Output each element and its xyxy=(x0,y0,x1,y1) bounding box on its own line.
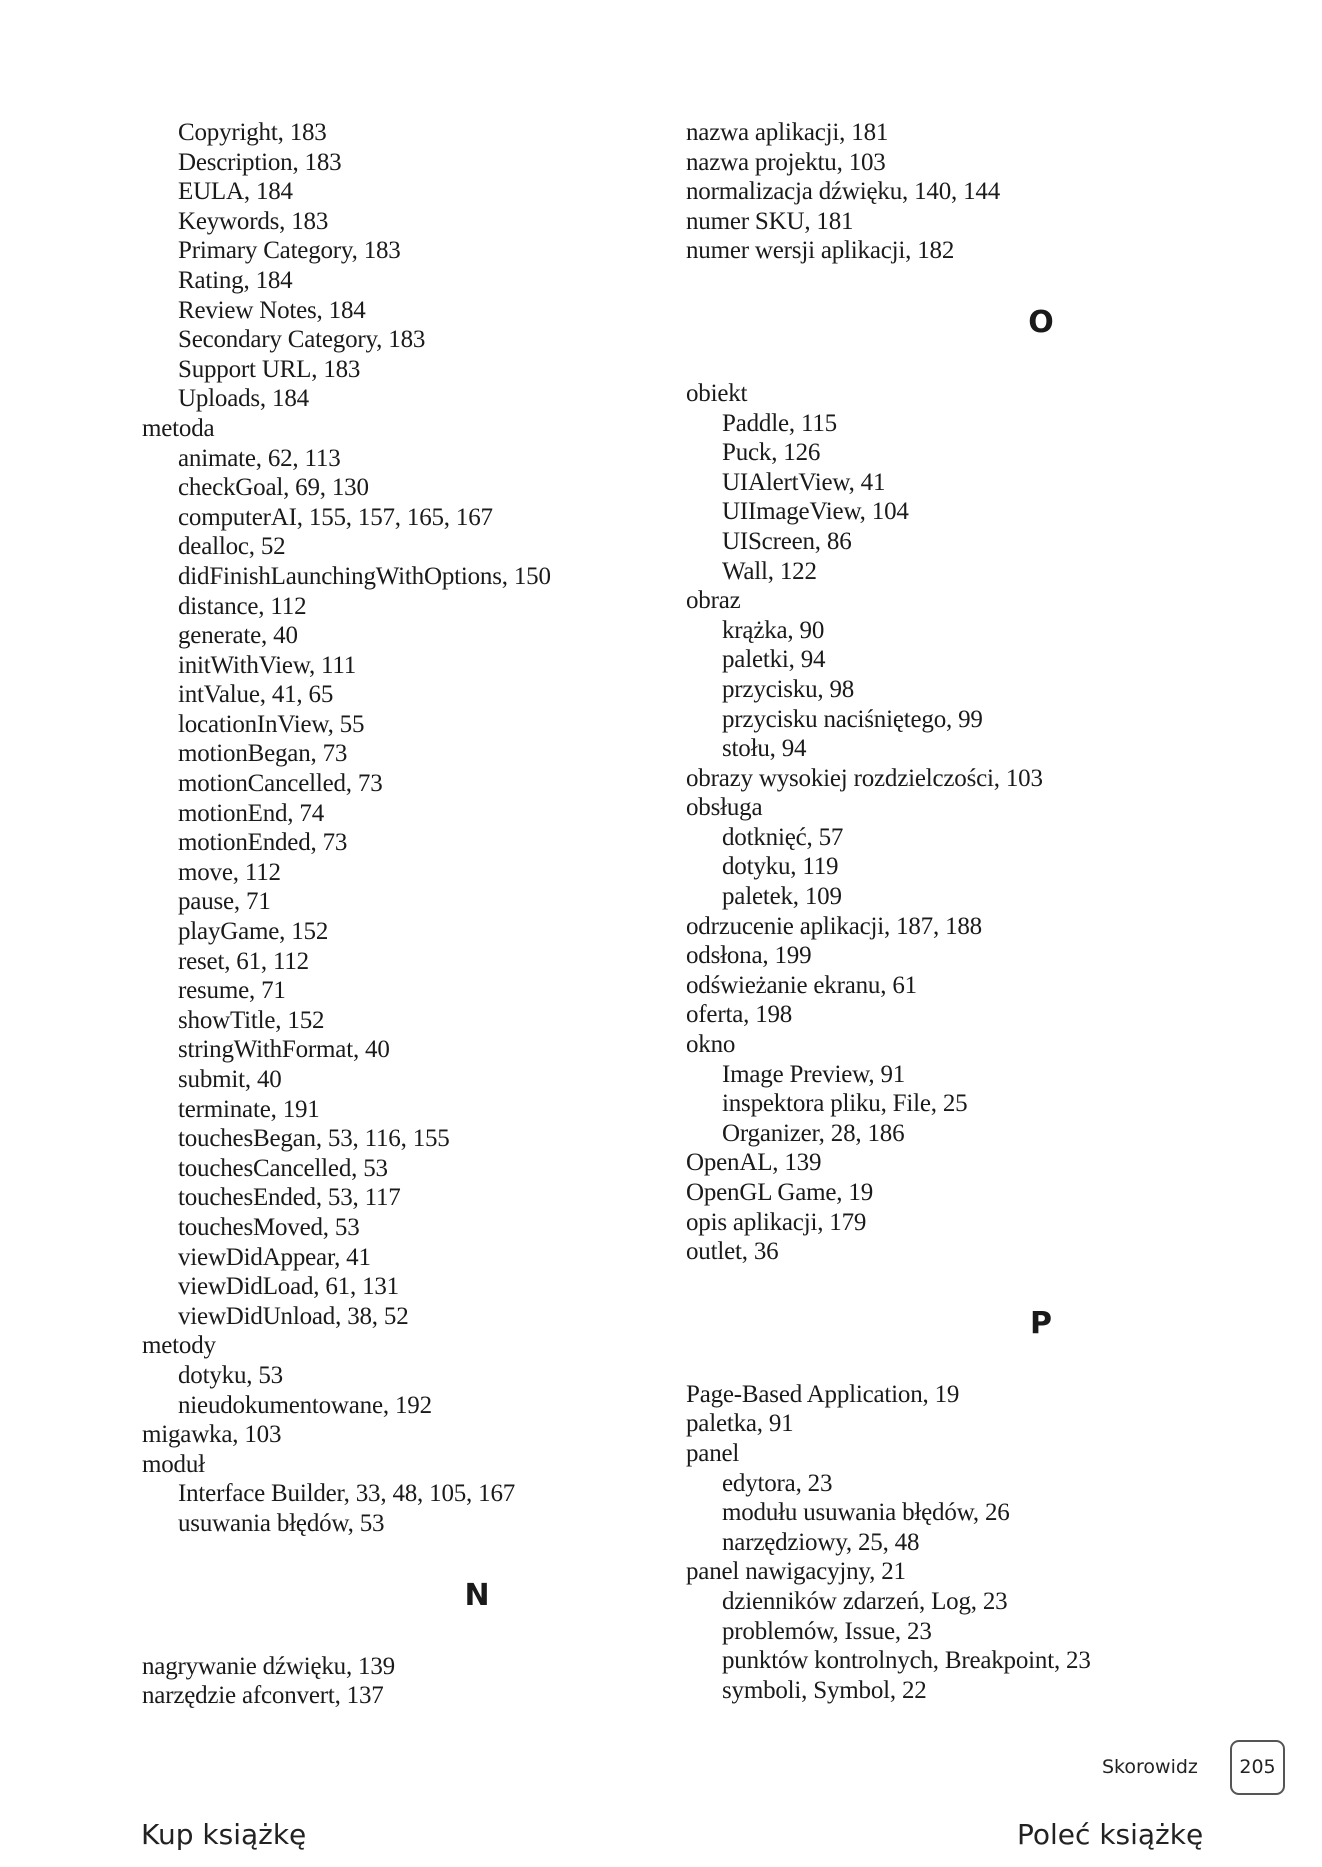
index-subentry: Copyright, 183 xyxy=(178,119,327,146)
index-subentry: UIScreen, 86 xyxy=(722,527,852,555)
index-column-right xyxy=(686,118,1246,1705)
index-subentry: UIAlertView, 41 xyxy=(722,468,886,496)
index-subentry: punktów kontrolnych, Breakpoint, 23 xyxy=(722,1647,1091,1675)
index-subentry: Interface Builder, 33, 48, 105, 167 xyxy=(178,1480,516,1508)
index-subentry: touchesMoved, 53 xyxy=(178,1213,360,1241)
index-subentry: modułu usuwania błędów, 26 xyxy=(722,1499,1010,1527)
index-subentry: pause, 71 xyxy=(178,888,271,916)
index-subentry: Keywords, 183 xyxy=(178,207,329,235)
index-entry: oferta, 198 xyxy=(686,1001,793,1029)
index-subentry: submit, 40 xyxy=(178,1066,282,1093)
index-subentry: dealloc, 52 xyxy=(178,533,286,561)
index-subentry: Paddle, 115 xyxy=(722,409,837,437)
index-subentry: viewDidLoad, 61, 131 xyxy=(178,1273,399,1301)
index-entry: OpenAL, 139 xyxy=(686,1149,822,1177)
index-subentry: didFinishLaunchingWithOptions, 150 xyxy=(178,562,551,590)
index-subentry: motionCancelled, 73 xyxy=(178,770,383,798)
index-entry: metody xyxy=(142,1332,216,1360)
index-subentry: edytora, 23 xyxy=(722,1469,833,1497)
index-subentry: dotyku, 53 xyxy=(178,1361,283,1389)
buy-book-link[interactable]: Kup książkę xyxy=(141,1818,307,1851)
index-column-left xyxy=(142,118,662,1711)
index-entry: numer wersji aplikacji, 182 xyxy=(686,237,955,265)
recommend-book-link[interactable]: Poleć książkę xyxy=(1017,1818,1204,1851)
index-subentry: Uploads, 184 xyxy=(178,385,309,413)
index-entry: panel xyxy=(686,1439,740,1467)
index-subentry: dotyku, 119 xyxy=(722,853,839,881)
index-subentry: inspektora pliku, File, 25 xyxy=(722,1090,968,1118)
index-subentry: motionBegan, 73 xyxy=(178,740,348,768)
index-subentry: Secondary Category, 183 xyxy=(178,326,426,354)
index-subentry: touchesBegan, 53, 116, 155 xyxy=(178,1125,450,1153)
index-subentry: przycisku, 98 xyxy=(722,675,855,703)
index-subentry: motionEnded, 73 xyxy=(178,829,348,857)
index-subentry: computerAI, 155, 157, 165, 167 xyxy=(178,503,493,531)
index-entry: obsługa xyxy=(686,794,763,822)
index-subentry: dzienników zdarzeń, Log, 23 xyxy=(722,1587,1008,1615)
index-entry: nazwa projektu, 103 xyxy=(686,148,886,176)
index-entry: okno xyxy=(686,1031,736,1059)
index-subentry: stringWithFormat, 40 xyxy=(178,1036,390,1064)
index-subentry: przycisku naciśniętego, 99 xyxy=(722,705,983,733)
index-entry: obraz xyxy=(686,587,741,615)
index-entry: opis aplikacji, 179 xyxy=(686,1208,867,1236)
index-entry: metoda xyxy=(142,414,215,442)
index-subentry: terminate, 191 xyxy=(178,1095,320,1123)
index-entry: obiekt xyxy=(686,379,748,407)
index-subentry: paletek, 109 xyxy=(722,883,842,911)
index-subentry: Image Preview, 91 xyxy=(722,1060,906,1088)
section-letter-o: O xyxy=(1028,304,1054,340)
index-entry: obrazy wysokiej rozdzielczości, 103 xyxy=(686,764,1043,792)
index-subentry: Puck, 126 xyxy=(722,439,821,467)
index-subentry: Review Notes, 184 xyxy=(178,296,366,324)
index-subentry: EULA, 184 xyxy=(178,178,293,206)
index-subentry: symboli, Symbol, 22 xyxy=(722,1676,927,1704)
index-subentry: touchesCancelled, 53 xyxy=(178,1154,388,1182)
index-subentry: viewDidAppear, 41 xyxy=(178,1243,371,1271)
index-subentry: move, 112 xyxy=(178,858,281,886)
section-letter-n: N xyxy=(464,1577,490,1613)
index-entry: numer SKU, 181 xyxy=(686,207,854,235)
index-entry: paletka, 91 xyxy=(686,1410,794,1438)
index-entry: outlet, 36 xyxy=(686,1238,779,1266)
index-entry: odsłona, 199 xyxy=(686,942,812,970)
section-label: Skorowidz xyxy=(1102,1756,1198,1778)
index-subentry: problemów, Issue, 23 xyxy=(722,1617,932,1645)
index-entry: migawka, 103 xyxy=(142,1421,282,1449)
index-entry: moduł xyxy=(142,1450,205,1478)
index-subentry: usuwania błędów, 53 xyxy=(178,1509,385,1537)
index-entry: odrzucenie aplikacji, 187, 188 xyxy=(686,912,982,940)
index-entry: Page-Based Application, 19 xyxy=(686,1380,960,1408)
index-subentry: resume, 71 xyxy=(178,977,286,1005)
index-entry: nazwa aplikacji, 181 xyxy=(686,119,889,146)
index-subentry: initWithView, 111 xyxy=(178,651,357,679)
index-entry: odświeżanie ekranu, 61 xyxy=(686,971,917,999)
index-subentry: UIImageView, 104 xyxy=(722,498,909,526)
index-subentry: dotknięć, 57 xyxy=(722,823,844,851)
index-subentry: checkGoal, 69, 130 xyxy=(178,474,369,502)
index-entry: panel nawigacyjny, 21 xyxy=(686,1558,906,1586)
index-entry: normalizacja dźwięku, 140, 144 xyxy=(686,178,1001,206)
index-subentry: distance, 112 xyxy=(178,592,307,620)
index-subentry: Support URL, 183 xyxy=(178,355,361,383)
index-subentry: Organizer, 28, 186 xyxy=(722,1119,905,1147)
index-subentry: narzędziowy, 25, 48 xyxy=(722,1528,920,1556)
section-letter-p: P xyxy=(1030,1305,1052,1341)
index-entry: nagrywanie dźwięku, 139 xyxy=(142,1652,395,1680)
index-subentry: showTitle, 152 xyxy=(178,1006,325,1034)
index-subentry: stołu, 94 xyxy=(722,735,807,763)
index-subentry: viewDidUnload, 38, 52 xyxy=(178,1302,409,1330)
index-subentry: nieudokumentowane, 192 xyxy=(178,1391,432,1419)
page-number: 205 xyxy=(1230,1740,1285,1795)
index-entry: narzędzie afconvert, 137 xyxy=(142,1682,384,1710)
index-subentry: Description, 183 xyxy=(178,148,342,176)
index-subentry: Primary Category, 183 xyxy=(178,237,401,265)
index-subentry: intValue, 41, 65 xyxy=(178,681,334,709)
index-subentry: motionEnd, 74 xyxy=(178,799,325,827)
index-subentry: paletki, 94 xyxy=(722,646,826,674)
index-subentry: generate, 40 xyxy=(178,622,298,650)
index-entry: OpenGL Game, 19 xyxy=(686,1179,873,1206)
index-subentry: reset, 61, 112 xyxy=(178,947,309,975)
index-subentry: animate, 62, 113 xyxy=(178,444,341,472)
index-subentry: Rating, 184 xyxy=(178,266,293,294)
index-subentry: locationInView, 55 xyxy=(178,710,365,738)
index-subentry: Wall, 122 xyxy=(722,557,817,585)
index-subentry: krążka, 90 xyxy=(722,616,825,644)
index-subentry: playGame, 152 xyxy=(178,918,329,946)
index-subentry: touchesEnded, 53, 117 xyxy=(178,1184,401,1212)
